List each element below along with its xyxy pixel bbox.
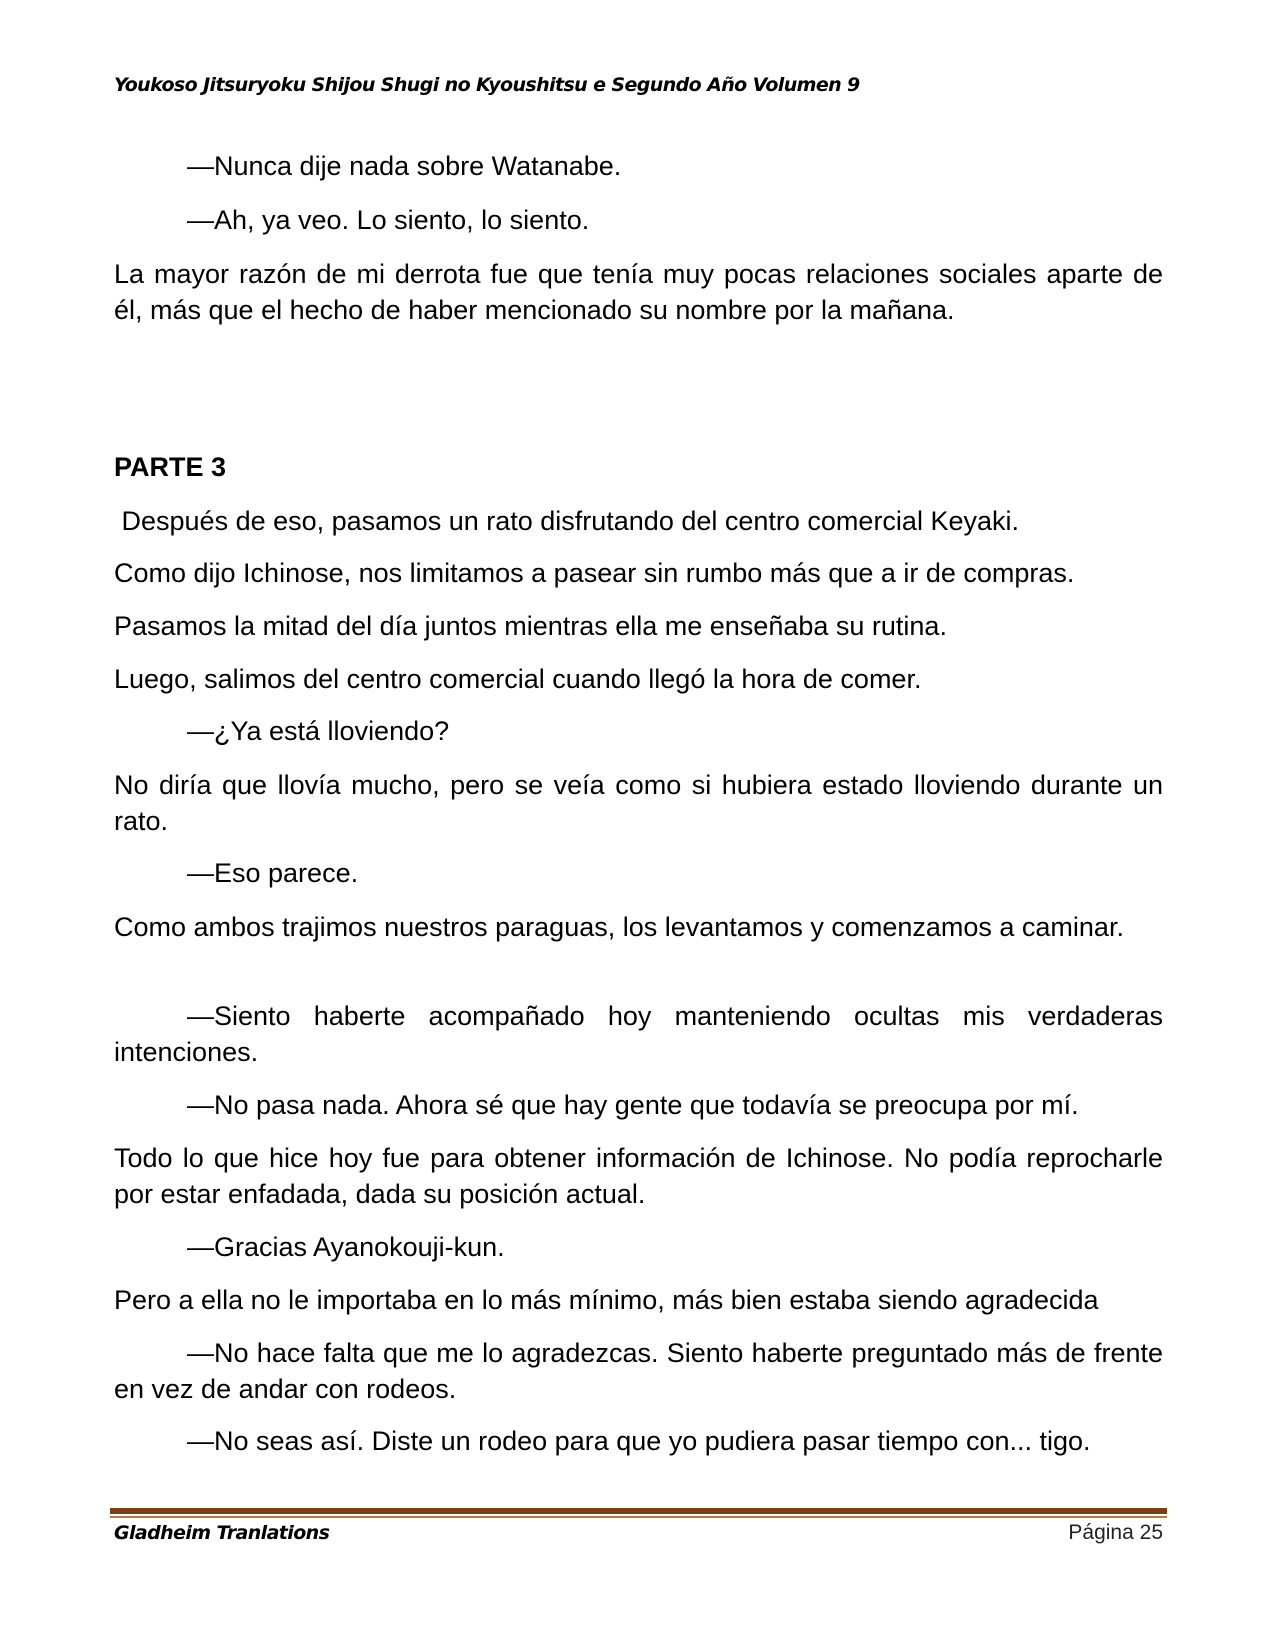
paragraph: No diría que llovía mucho, pero se veía como si hubiera estado lloviendo durante un rato. xyxy=(114,770,1163,836)
paragraph: Pasamos la mitad del día juntos mientras ella me enseñaba su rutina. xyxy=(114,611,947,641)
paragraph: —No hace falta que me lo agradezcas. Siento haberte preguntado más de frente en vez de andar con rodeos. xyxy=(114,1338,1163,1404)
paragraph: —Nunca dije nada sobre Watanabe. xyxy=(187,151,622,181)
paragraph: Como ambos trajimos nuestros paraguas, los levantamos y comenzamos a caminar. xyxy=(114,912,1124,942)
page-number xyxy=(1068,1521,1163,1545)
paragraph: Como dijo Ichinose, nos limitamos a pasear sin rumbo más que a ir de compras. xyxy=(114,558,1075,588)
running-header: Youkoso Jitsuryoku Shijou Shugi no Kyoushitsu e Segundo Año Volumen 9 xyxy=(114,74,860,96)
footer-translator: Gladheim Tranlations xyxy=(114,1522,330,1544)
page-number-value: 25 xyxy=(1139,1521,1163,1544)
footer-rule-thin xyxy=(110,1516,1167,1518)
paragraph: —Siento haberte acompañado hoy manteniendo ocultas mis verdaderas intenciones. xyxy=(114,1001,1163,1067)
paragraph: —No seas así. Diste un rodeo para que yo pudiera pasar tiempo con... tigo. xyxy=(187,1426,1091,1456)
paragraph: —Gracias Ayanokouji-kun. xyxy=(187,1232,505,1262)
footer-rule xyxy=(110,1508,1167,1514)
paragraph: —¿Ya está lloviendo? xyxy=(187,716,450,746)
paragraph: Todo lo que hice hoy fue para obtener información de Ichinose. No podía reprocharle por estar enfadada, dada su posición actual. xyxy=(114,1143,1163,1209)
paragraph: La mayor razón de mi derrota fue que tenía muy pocas relaciones sociales aparte de él, más que el hecho de haber mencionado su nombre por la mañana. xyxy=(114,259,1163,325)
page-label: Página xyxy=(1068,1521,1134,1544)
section-heading: PARTE 3 xyxy=(114,452,227,482)
paragraph: —Ah, ya veo. Lo siento, lo siento. xyxy=(187,205,590,235)
paragraph: Pero a ella no le importaba en lo más mínimo, más bien estaba siendo agradecida xyxy=(114,1285,1099,1315)
paragraph: Después de eso, pasamos un rato disfrutando del centro comercial Keyaki. xyxy=(114,506,1019,536)
paragraph: Luego, salimos del centro comercial cuando llegó la hora de comer. xyxy=(114,664,922,694)
paragraph: —No pasa nada. Ahora sé que hay gente que todavía se preocupa por mí. xyxy=(187,1090,1079,1120)
paragraph: —Eso parece. xyxy=(187,858,359,888)
